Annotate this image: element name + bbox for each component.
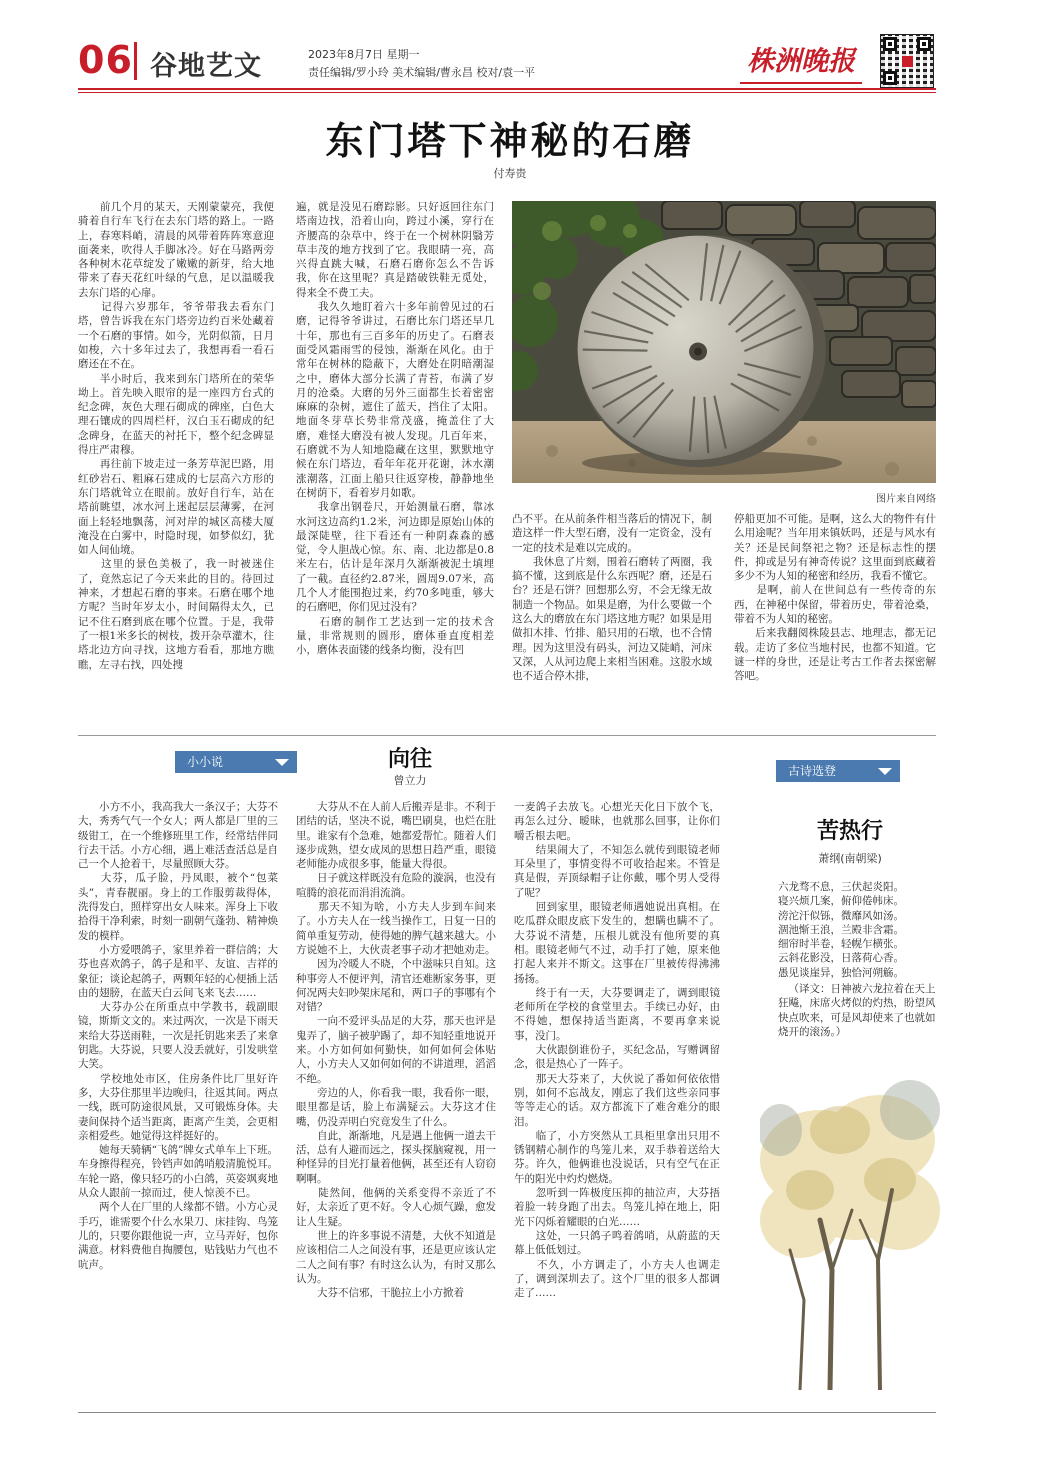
- qr-code-icon[interactable]: [880, 34, 934, 88]
- category-tag-label: 古诗选登: [788, 764, 837, 778]
- article-title: 东门塔下神秘的石磨: [325, 119, 695, 163]
- article-column-2: 遍，就是没见石磨踪影。只好返回往东门塔南边找，沿着山向，跨过小溪，穿行在齐腰高的杂草中，终于在一个树林阴翳芳草丰茂的地方找到了它。我眼睛一亮，高兴得直跳大喊，石磨石磨你怎么不告诉我，你在这里呢？真是踏破铁鞋无觅处，得来全不费工夫。 我久久地盯着六十多年前曾见过的石磨，记得爷爷讲过，石磨比东门塔还早几十年，那也有三百多年的历史了。石磨表面受风霜雨雪的侵蚀，渐渐在风化。由于常年在树林的隐蔽下，大磨处在阴暗潮湿之中，磨体大部分长满了青苔，布满了岁月的沧桑。大磨的另外三面都生长着密密麻麻的杂树，遮住了蓝天，挡住了太阳。地面冬芽草长势非常茂盛，掩盖住了大磨，难怪大磨没有被人发现。几百年来，石磨就不为人知地隐藏在这里，默默地守候在东门塔边，看年年花开花谢，沐水潮涨潮落，江面上船只往返穿梭，静静地坐在树荫下，看着岁月如歌。 我拿出钢卷尺，开始测量石磨，靠冰水河这边高约1.2米，河边即是原始山体的最深陡壁，往下看还有一种阴森森的感觉，令人胆战心惊。东、南、北边都是0.8米左右，估计是年深月久渐渐被泥土填埋了一截。直径约2.87米，圆周9.07米，高几个人才能围抱过来，约70多吨重，够大的石磨吧，你们见过没有？ 石磨的制作工艺达到一定的技术含量，非常规则的圆形，磨体垂直度相差小，磨体表面镂的线条均衡，没有凹: [296, 201, 494, 657]
- tree-illustration: [760, 1070, 940, 1390]
- poem-line: 细帘时半卷，轻幌乍横张。: [778, 938, 904, 951]
- poem-line: 涸池惭王浪，兰殿非含霜。: [778, 923, 904, 936]
- section-divider: [78, 735, 936, 736]
- category-tag-fiction[interactable]: [175, 751, 297, 773]
- poem-line: 六龙骛不息，三伏起炎阳。: [778, 881, 904, 893]
- header-rule: [78, 88, 936, 90]
- story-column-1: 小方不小，我高我大一条汉子；大芬不大，秀秀气气一个女人；两人都是厂里的三级钳工，在一个维修班里工作，经常结伴同行去干活。小方心细，遇上难活查活总是自己一个人抢着干，尽量照顾大芬。 大芬，瓜子脸，丹凤眼，被个“包菜头”，青春靓丽。身上的工作服剪裁得体，洗得发白，照样穿出女人味来。浑身上下收拾得干净利索，时刻一副朝气蓬勃、精神焕发的模样。 小方爱喂鸽子，家里养着一群信鸽；大芬也喜欢鸽子，鸽子是和平、友谊、吉祥的象征；谈论起鸽子，两颗年轻的心便插上活由的翅膀，在蓝天白云间飞来飞去…… 大芬办公在所重点中学教书，载副眼镜，斯斯文文的。来过两次，一次是下雨天来给大芬送雨鞋，一次是托钥匙来丢了来拿钥匙。大芬说，只要人没丢就好，引发哄堂大笑。 学校地处市区，住房条件比厂里好许多，大芬住那里半边晚归，往返其间。两点一线，既可防途很风景，又可锻炼身体。夫妻间保持个适当距离，距离产生美，会更相亲相爱些。她觉得这样挺好的。 她每天骑辆“飞鸽”牌女式单车上下班。车身擦得程亮，铃铛声如鸽哨般清脆悦耳。车轮一路，像只轻巧的小白鸽，英姿飒爽地从众人跟前一掠而过，使人惊羡不已。 两个人在厂里的人缘都不错。小方心灵手巧，谁需要个什么水果刀、床挂钩、鸟笼儿的，只要你跟他说一声，立马弄好，包你满意。材料费他自掏腰包，贴钱贴力气也不吭声。: [78, 801, 278, 1271]
- poem-line: 云斜花影没，日落荷心香。: [778, 952, 904, 965]
- story-column-3: 一麦鸽子去放飞。心想光天化日下放个飞，再怎么过分、暧昧，也就那么回事，让你们嚼舌根去吧。 结果闹大了，不知怎么就传到眼镜老师耳朵里了，事情变得不可收拾起来。不管是真是假，弄顶绿帽子让你戴，哪个男人受得了呢？ 回到家里，眼镜老师遇她说出真相。在吃瓜群众眼皮底下发生的，想瞒也瞒不了。大芬说不清楚，压根儿就没有他所要的真相。眼镜老师气不过，动手打了她，原来他打起人来并不斯文。这事在厂里被传得沸沸扬扬。 终于有一天，大芬要调走了，调到眼镜老师所在学校的食堂里去。手续已办好，由不得她，想保持适当距离，不要再拿来说事，没门。 大伙跟倒谁份子，买纪念品，写赠调留念，很是热心了一阵子。 那天大芬来了，大伙说了番如何依依惜别，如何不忘战友，刚忘了我们这些亲同事等等走心的话。双方都流下了难舍难分的眼泪。 临了，小方突然从工具柜里拿出只用不锈钢精心制作的鸟笼儿来，双手恭着送给大芬。许久，他俩谁也没说话，只有空气在正午的阳光中灼灼燃烧。 忽听到一阵极度压抑的抽泣声，大芬捂着脸一转身跑了出去。鸟笼儿掉在地上，阳光下闪烁着耀眼的白光…… 这处，一只鸽子鸣着鸽哨，从蔚蓝的天幕上低低划过。 不久，小方调走了，小方夫人也调走了，调到深圳去了。这个厂里的很多人都调走了……: [514, 801, 720, 1300]
- editor-credits: 责任编辑/罗小玲 美术编辑/曹永昌 校对/袁一平: [308, 66, 536, 79]
- newspaper-logo: 株洲晚报: [740, 40, 862, 84]
- article-column-3: 凸不平。在从前条件相当落后的情况下，制造这样一件大型石磨，没有一定资金，没有一定的技术是难以完成的。 我休息了片刻，围着石磨转了两圈，我搞不懂，这到底是什么东西呢？磨，还是石台？还是石饼？回想那么穷，不会无缘无故制造一个物品。如果是磨，为什么要做一个这么大的磨放在东门塔这地方呢？如果是用做扣木排、竹排、船只用的石墩，也不合情理。因为这里没有码头，河边又陡峭，河床又深，人从河边爬上来相当困难。这股水域也不适合停木排，: [512, 513, 712, 683]
- header-divider: [134, 42, 137, 80]
- article-column-1: 前几个月的某天，天刚蒙蒙亮，我便骑着自行车飞行在去东门塔的路上。一路上，春寒料峭，清晨的风带着阵阵寒意迎面袭来，吹得人手脚冰冷。好在马路两旁各种树木花草绽发了嫩嫩的新芽，给大地带来了春天花红叶绿的气息，足以温暖我去东门塔的心扉。 记得六岁那年，爷爷带我去看东门塔，曾告诉我在东门塔旁边约百米处藏着一个石磨的事情。如今，光阴似箭，日月如梭，六十多年过去了，我想再看一看石磨还在不在。 半小时后，我来到东门塔所在的荣华坳上。首先映入眼帘的是一座四方台式的纪念碑，灰色大理石砌成的碑座，白色大理石镶成的四周栏杆，汉白玉石砌成的纪念碑身，在蓝天的衬托下，整个纪念碑显得庄严肃穆。 再往前下坡走过一条芳草泥巴路，用红砂岩石、粗麻石建成的七层高六方形的东门塔就耸立在眼前。放好自行车，站在塔前眺望，冰水河上迷起层层薄雾，在河面上轻轻地飘荡，河对岸的城区高楼大厦淹没在白雾中，时隐时现，如梦似幻，犹如人间仙境。 这里的景色美极了，我一时被迷住了，竟然忘记了今天来此的目的。待回过神来，才想起石磨的事来。石磨在哪个地方呢？当时年岁太小，时间隔得太久，已记不住石磨到底在哪个位置。于是，我带了一根1米多长的树枝，拨开杂草灌木，往塔北边方向寻找，这地方看看，那地方瞧瞧，左寻右找，四处搜: [78, 201, 274, 671]
- chevron-down-icon: [275, 759, 289, 766]
- story-column-2: 大芬从不在人前人后搬弄是非。不利于团结的话，坚决不说，嘴巴刷臭，也烂在肚里。谁家有个急难，她都爱帮忙。随着人们逐步成熟，望女成凤的思想日趋严重，眼镜老师能办成很多事，能量大得很。 日子就这样既没有危险的漩涡，也没有喧腾的浪花而涓涓流淌。 那天不知为啥，小方夫人步到车间来了。小方夫人在一线当操作工，日复一日的简单重复劳动，使得她的脾气越来越大。小方说她不上，大伙责老事子动才把她劝走。 因为冷暖人不晓，个中滋味只自知。这种事旁人不便评判，清官还难断家务事，更何况两夫妇吵架床尾和，两口子的事哪有个对错？ 一向不爱评头品足的大芬，那天也评是鬼弄了，脑子被驴踢了，却不知轻重地说开来。小方如何如何勤快，如何如何会体贴人，小方夫人又如何如何的不讲道理，滔滔不绝。 旁边的人，你看我一眼，我看你一眼，眼里都是话，脸上布满疑云。大芬这才住嘴，仍没弄明白究竟发生了什么。 自此，渐渐地，凡是遇上他俩一道去干活，总有人避而远之，探头探脑窥视，用一种怪异的目光打量着他俩，甚至还有人窃窃啊啊。 陡然间，他俩的关系变得不亲近了不好，太亲近了更不好。令人心烦气躁，愈发让人生疑。 世上的许多事说不清楚，大伙不知道是应该相信二人之间没有事，还是更应该认定二人之间有事？有时这么认为，有时又那么认为。 大芬不信邪，干脆拉上小方掀着: [296, 801, 496, 1300]
- story-author: 曾立力: [393, 774, 427, 787]
- poem-author: 萧纲(南朝梁): [818, 852, 882, 865]
- poem-translation: （译文：日神被六龙拉着在天上狂飚，床席火烤似的灼热，盼望风快点吹来，可是风却使来了也就如烧开的滚汤。）: [778, 983, 936, 1038]
- footer-rule: [78, 1412, 936, 1413]
- poem-body: [778, 880, 936, 1039]
- chevron-down-icon: [878, 768, 892, 775]
- poem-line: 愚见谈崖异，独恰河朔觞。: [778, 966, 904, 979]
- photo-caption: 图片来自网络: [876, 494, 936, 505]
- category-tag-label: 小小说: [187, 755, 224, 769]
- poem-title: 苦热行: [816, 819, 883, 844]
- page-number: 06: [78, 38, 133, 82]
- issue-date: 2023年8月7日 星期一: [308, 48, 420, 61]
- article-author: 付寿贵: [493, 167, 527, 180]
- story-title: 向往: [387, 747, 432, 772]
- header-rule-thin: [78, 92, 936, 93]
- millstone-photo: [512, 201, 936, 483]
- poem-line: 寝兴烦几案，俯仰倦帏床。: [778, 895, 904, 908]
- category-tag-poetry[interactable]: [776, 760, 900, 782]
- poem-line: 滂沱汗似铄，微靡风如汤。: [778, 909, 904, 922]
- article-column-4: 停船更加不可能。是啊，这么大的物件有什么用途呢？当年用来镇妖吗，还是与风水有关？还是民间祭祀之物？还是标志性的摆件，抑或是另有神奇传说？这里面到底藏着多少不为人知的秘密和经历，我看不懂它。 是啊，前人在世间总有一些传奇的东西，在神秘中保留，带着历史，带着沧桑，带着不为人知的秘密。 后来我翻阅株陵县志、地理志，都无记载。走访了多位当地村民，也都不知道。它谜一样的身世，还是让考古工作者去探密解答吧。: [734, 513, 936, 683]
- section-title: 谷地艺文: [150, 51, 262, 82]
